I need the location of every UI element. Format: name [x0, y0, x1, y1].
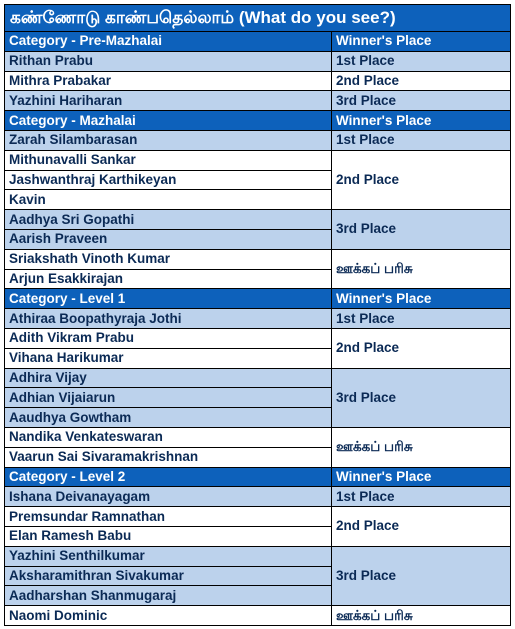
- table-row: [5, 427, 511, 447]
- table-row: [5, 150, 511, 170]
- category-header-row: [5, 467, 511, 487]
- table-row: [5, 546, 511, 566]
- participant-name: Kavin: [5, 190, 332, 210]
- place-cell: 3rd Place: [332, 210, 511, 250]
- category-label: Category - Pre-Mazhalai: [5, 32, 332, 52]
- participant-name: Rithan Prabu: [5, 51, 332, 71]
- participant-name: Athiraa Boopathyraja Jothi: [5, 309, 332, 329]
- category-label: Category - Level 1: [5, 289, 332, 309]
- place-cell: 3rd Place: [332, 368, 511, 427]
- table-row: [5, 487, 511, 507]
- place-cell: 2nd Place: [332, 150, 511, 209]
- participant-name: Elan Ramesh Babu: [5, 526, 332, 546]
- participant-name: Nandika Venkateswaran: [5, 427, 332, 447]
- place-cell: 1st Place: [332, 487, 511, 507]
- participant-name: Yazhini Hariharan: [5, 91, 332, 111]
- participant-name: Naomi Dominic: [5, 606, 332, 626]
- participant-name: Aadhya Sri Gopathi: [5, 210, 332, 230]
- place-cell: 1st Place: [332, 51, 511, 71]
- participant-name: Adhira Vijay: [5, 368, 332, 388]
- table-row: [5, 130, 511, 150]
- place-cell: ஊக்கப் பரிசு: [332, 249, 511, 289]
- place-cell: 3rd Place: [332, 546, 511, 605]
- place-cell: 2nd Place: [332, 507, 511, 547]
- participant-name: Vaarun Sai Sivaramakrishnan: [5, 447, 332, 467]
- participant-name: Aadharshan Shanmugaraj: [5, 586, 332, 606]
- table-row: [5, 51, 511, 71]
- participant-name: Jashwanthraj Karthikeyan: [5, 170, 332, 190]
- participant-name: Adhian Vijaiarun: [5, 388, 332, 408]
- participant-name: Zarah Silambarasan: [5, 130, 332, 150]
- table-row: [5, 91, 511, 111]
- participant-name: Yazhini Senthilkumar: [5, 546, 332, 566]
- table-row: [5, 606, 511, 626]
- category-label: Category - Level 2: [5, 467, 332, 487]
- results-table: [4, 4, 511, 626]
- place-cell: 1st Place: [332, 309, 511, 329]
- category-header-row: [5, 32, 511, 52]
- participant-name: Premsundar Ramnathan: [5, 507, 332, 527]
- table-row: [5, 249, 511, 269]
- table-row: [5, 309, 511, 329]
- place-cell: 1st Place: [332, 130, 511, 150]
- category-label: Category - Mazhalai: [5, 111, 332, 131]
- participant-name: Sriakshath Vinoth Kumar: [5, 249, 332, 269]
- participant-name: Mithra Prabakar: [5, 71, 332, 91]
- participant-name: Aaudhya Gowtham: [5, 408, 332, 428]
- results-table-body: [5, 5, 511, 626]
- participant-name: Ishana Deivanayagam: [5, 487, 332, 507]
- place-cell: 3rd Place: [332, 91, 511, 111]
- participant-name: Aarish Praveen: [5, 229, 332, 249]
- place-cell: 2nd Place: [332, 328, 511, 368]
- winners-place-header: Winner's Place: [332, 289, 511, 309]
- place-cell: 2nd Place: [332, 71, 511, 91]
- winners-place-header: Winner's Place: [332, 32, 511, 52]
- category-header-row: [5, 111, 511, 131]
- table-row: [5, 210, 511, 230]
- participant-name: Aksharamithran Sivakumar: [5, 566, 332, 586]
- table-row: [5, 71, 511, 91]
- table-row: [5, 368, 511, 388]
- table-row: [5, 328, 511, 348]
- participant-name: Vihana Harikumar: [5, 348, 332, 368]
- winners-place-header: Winner's Place: [332, 467, 511, 487]
- place-cell: ஊக்கப் பரிசு: [332, 427, 511, 467]
- place-cell: ஊக்கப் பரிசு: [332, 606, 511, 626]
- participant-name: Mithunavalli Sankar: [5, 150, 332, 170]
- table-row: [5, 507, 511, 527]
- category-header-row: [5, 289, 511, 309]
- participant-name: Arjun Esakkirajan: [5, 269, 332, 289]
- participant-name: Adith Vikram Prabu: [5, 328, 332, 348]
- title-row: [5, 5, 511, 32]
- page-title: கண்ணோடு காண்பதெல்லாம் (What do you see?): [5, 5, 511, 32]
- winners-place-header: Winner's Place: [332, 111, 511, 131]
